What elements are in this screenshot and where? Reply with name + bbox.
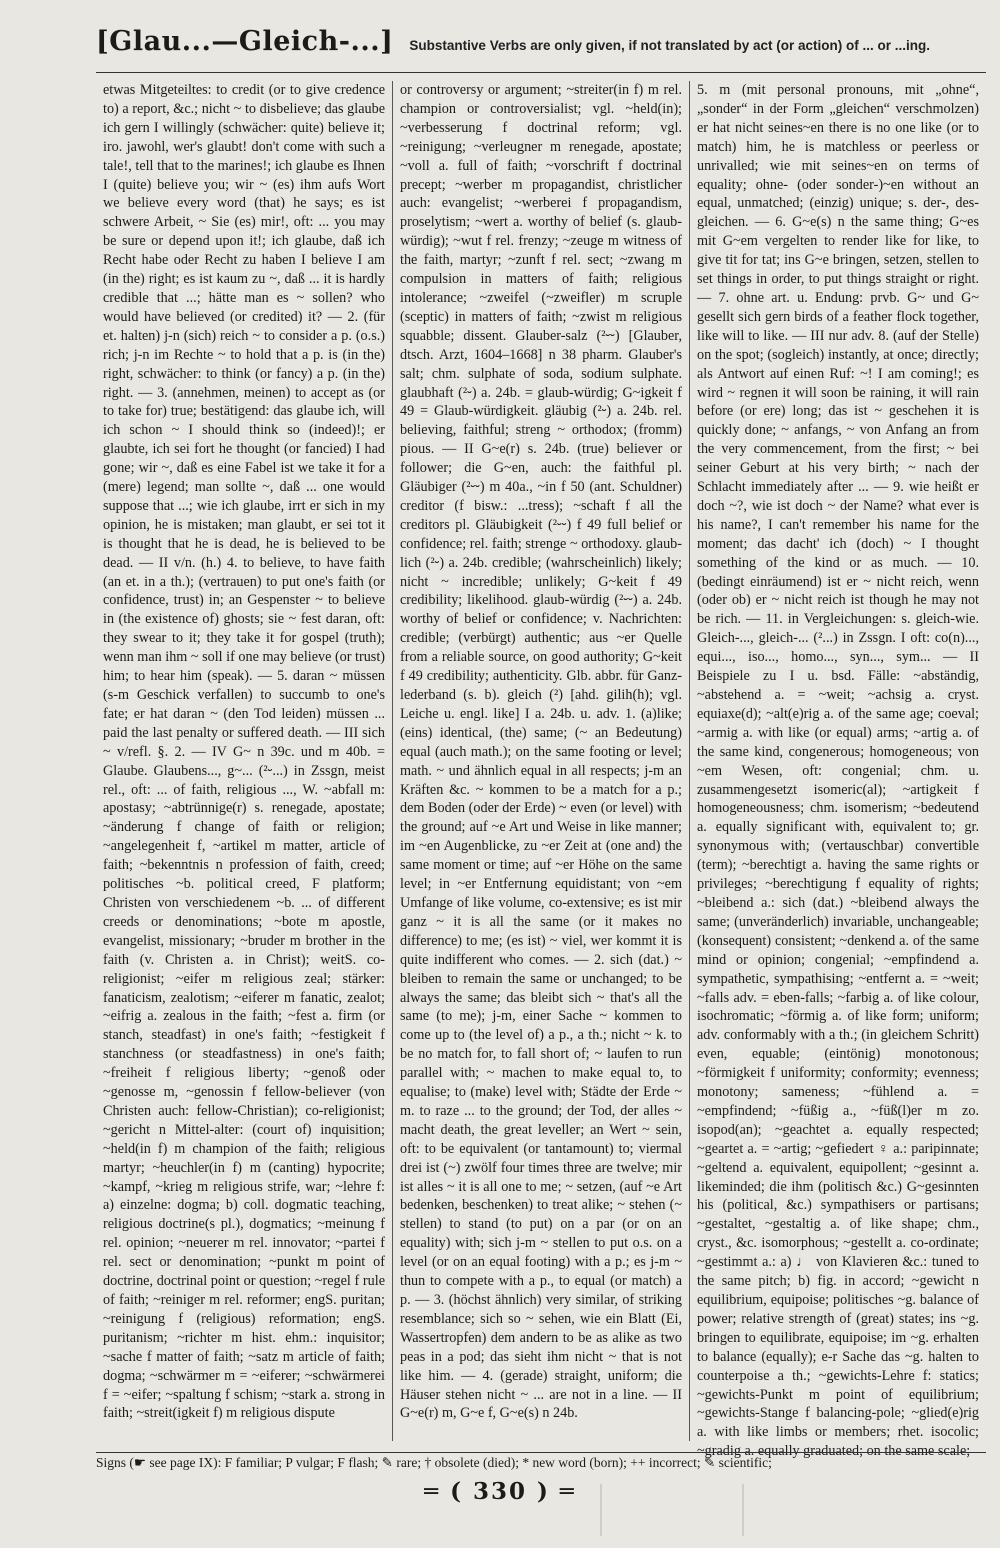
column-left <box>96 81 392 1441</box>
bleed-through-mark <box>600 1484 744 1536</box>
column-right <box>689 81 986 1460</box>
column-text: etwas Mitgeteiltes: to credit (or to give credence to) a report, &c.; nicht ~ to disbelieve; das glaube ich gern I willingly (schwächer: quite) believe it; iro. jawohl, wer's glaubt! don't come with such a tale!, tell that to the marines!; ich glaube es Ihnen I (quite) believe you; wir ~ (es) ihm aufs Wort we believe every word (that) he says; es ist schwere Arbeit, ~ Sie (es) mir!, oft: ... you may be sure or depend upon it!; ich glaube, daß ich Recht habe oder Recht zu haben I believe I am (in the) right; es ist kaum zu ~, daß ... it is hardly credible that ...; hätte man es ~ sollen? who would have believed (or credited) it? — 2. (für et. halten) j-n (sich) reich ~ to consider a p. (o.s.) rich; j-n im Rechte ~ to hold that a p. is (in the) right, schwächer: to think (or fancy) a p. (in the) right. — 3. (annehmen, meinen) to accept as (or to take for) true; bestätigend: das glaube ich, will ich schon ~ I should think so (indeed)!; er glaubte, ich sei fort he thought (or fancied) I had gone; wir ~, daß es eine Fabel ist we take it for a (mere) legend; man sollte ~, daß ... one would suppose that ...; wie ich glaube, irrt er sich in my opinion, he is mistaken; man glaubt, er sei tot it is thought that he is dead, he is believed to be dead. — II v/n. (h.) 4. to believe, to have faith (an et. in a th.); (vertrauen) to put one's faith (or confidence, trust) in; an Gespenster ~ to believe in (the existence of) ghosts; sie ~ fest daran, oft: they swear to it; they take it for gospel (truth); wenn man ihm ~ soll if one may believe (or trust) him; to hear him (speak). — 5. daran ~ müssen (s-m Geschick verfallen) to succumb to one's fate; er hat daran ~ (den Tod leiden) müssen ... paid the last penalty or suffered death. — III sich ~ v/refl. §. 2. — IV G~ n 39c. und m 40b. = Glaube. Glaubens..., g~... (²⏑...) in Zssgn, meist rel., oft: ... of faith, religious ..., W. ~abfall m: apostasy; ~abtrünnige(r) s. renegade, apostate; ~änderung f change of faith or religion; ~angelegenheit f, ~artikel m matter, article of faith; ~bekenntnis n profession of faith, creed; politisches ~b. political creed, F platform; Christen von verschiedenem ~b. ... of different creeds or denominations; ~bote m apostle, evangelist, missionary; ~bruder m brother in the faith (v. Christen a. in Christ); weitS. co-religionist; ~eifer m religious zeal; stärker: fanaticism, zealotism; ~eiferer m fanatic, zealot; ~eifrig a. zealous in the faith; ~fest a. firm (or stanch, steadfast) in one's faith; ~festigkeit f stanchness (or steadfastness) in one's faith; ~freiheit f religious liberty; ~genoß oder ~genosse m, ~genossin f fellow-believer (von Christen auch: fellow-Christian); co-religionist; ~gericht n Mittel-alter: (court of) inquisition; ~held(in f) m champion of the faith; religious martyr; ~heuchler(in f) m (canting) hypocrite; ~kampf, ~krieg m religious strife, war; ~lehre f: a) einzelne: dogma; b) coll. dogmatic teaching, religious doctrine(s pl.), dogmatics; ~meinung f rel. opinion; ~neuerer m rel. innovator; ~partei f rel. sect or denomination; ~punkt m point of doctrine, doctrinal point or question; ~regel f rule of faith; ~reiniger m rel. reformer; engS. puritan; ~reinigung f (religious) reformation; engS. puritanism; ~richter m hist. ehm.: inquisitor; ~sache f matter of faith; ~satz m article of faith; dogma; ~schwärmer m = ~eiferer; ~schwärmerei f = ~eifer; ~spaltung f schism; ~stark a. strong in faith; ~streit(igkeit f) m religious dispute <box>103 82 385 1422</box>
running-head-note: Substantive Verbs are only given, if not translated by act (or action) of ... or ...ing. <box>409 38 931 53</box>
signs-legend: Signs (☛ see page IX): F familiar; P vulgar; F flash; ✎ rare; † obsolete (died); * new word (born); ++ incorrect; ✎ scientific; <box>96 1452 986 1471</box>
column-text: or controversy or argument; ~streiter(in f) m rel. champion or controversialist; vgl. ~held(in); ~verbesserung f doctrinal reform; vgl. ~reinigung; ~verleugner m renegade, apostate; ~voll a. full of faith; ~vorschrift f doctrinal precept; ~werber m propagandist, christlicher auch: evangelist; ~werberei f propagandism, proselytism; ~wert a. worthy of belief (s. glaub-würdig); ~wut f rel. frenzy; ~zeuge m witness of the faith, martyr; ~zunft f rel. sect; ~zwang m compulsion in matters of faith; religious intolerance; ~zweifel (~zweifler) m scruple (sceptic) in matters of faith; ~zwist m religious squabble; dissent. Glauber-salz (²⏑⏑) [Glauber, dtsch. Arzt, 1604–1668] n 38 pharm. Glauber's salt; chm. sulphate of soda, sodium sulphate. glaubhaft (²⏑) a. 24b. = glaub-würdig; G~igkeit f 49 = Glaub-würdigkeit. gläubig (²⏑) a. 24b. rel. believing, faithful; streng ~ orthodox; (fromm) pious. — II G~e(r) s. 24b. (true) believer or follower; die G~en, auch: the faithful pl. Gläubiger (²⏑⏑) m 40a., ~in f 50 (ant. Schuldner) creditor (f bisw.: ...tress); ~schaft f all the creditors pl. Gläubigkeit (²⏑⏑) f 49 full belief or confidence; rel. faith; strenge ~ orthodoxy. glaub-lich (²⏑) a. 24b. credible; (wahrscheinlich) likely; nicht ~ incredible; unlikely; G~keit f 49 credibility; likelihood. glaub-würdig (²⏑⏑) a. 24b. worthy of belief or confidence; v. Nachrichten: credible; (verbürgt) authentic; aus ~er Quelle from a reliable source, on good authority; G~keit f 49 credibility; authenticity. Glb. abbr. für Ganz-lederband (s. b). gleich (²) [ahd. gilih(h); vgl. Leiche u. engl. like] I a. 24b. u. adv. 1. (a)like; (eins) identical, (the) same; (~ an Bedeutung) equal (auch math.); on the same footing or level; math. ~ und ähnlich equal in all respects; j-m an Kräften &c. ~ kommen to be a match for a p.; dem Boden (oder der Erde) ~ even (or level) with the ground; auf ~e Art und Weise in like manner; im ~en Augenblicke, zu ~er Zeit at (one and) the same moment or time; auf ~er Höhe on the same level; in ~er Entfernung equidistant; von ~em Umfange of like volume, co-extensive; es ist mir ganz ~ it is all the same (or it makes no difference) to me; (es ist) ~ viel, wer kommt it is quite indifferent who comes. — 2. sich (dat.) ~ bleiben to remain the same or unchanged; to be always the same; das bleibt sich ~ that's all the same (to me); j-m, einer Sache ~ kommen to come up to (the level of) a p., a th.; nicht ~ k. to be no match for, to fall short of; ~ laufen to run parallel with; ~ machen to make equal to, to equalise; to (make) level with; Städte der Erde ~ m. to raze ... to the ground; der Tod, der alles ~ macht death, the great leveller; an Wert ~ sein, oft: to be equivalent (or tantamount) to; viermal drei ist (~) zwölf four times three are twelve; mir ist alles ~ it is all one to me; ~ setzen, (auf ~e Art bedenken, beschenken) to treat alike; ~ stehen (~ stellen) to stand (to put) on a par (or on an equality) with; sich j-m ~ stellen to put o.s. on a level (or on an equal footing) with a p.; es j-m ~ thun to compete with a p., to equal (or match) a p. — 3. (höchst ähnlich) very similar, of striking resemblance; sich so ~ sehen, wie ein Blatt (Ei, Wassertropfen) dem andern to be as alike as two peas in a pod; das sieht ihm nicht ~ that is not like him. — 4. (gerade) straight, uniform; die Häuser stehen nicht ~ ... are not in a line. — II G~e(r) m, G~e f, G~e(s) n 24b. <box>400 82 682 1422</box>
column-middle <box>392 81 689 1441</box>
column-text: 5. m (mit personal pronouns, mit „ohne“, „sonder“ in der Form „gleichen“ verschmolzen) er hat nicht seines~en there is no one like (or to match) him, he is matchless or peerless or unrivalled; wie mit seines~en on terms of equality; ohne- (oder sonder-)~en without an equal, unmatched; (einzig) unique; s. der-, des-gleichen. — 6. G~e(s) n the same thing; G~es mit G~em vergelten to render like for like, to give tit for tat; ins G~e bringen, setzen, stellen to set things in order, to put things straight or right. — 7. ohne art. u. Endung: prvb. G~ und G~ gesellt sich gern birds of a feather flock together, like will to like. — III nur adv. 8. (auf der Stelle) on the spot; (sogleich) instantly, at once; directly; als Antwort auf einen Ruf: ~! I am coming!; es wird ~ regnen it will soon be raining, it will rain before (or ere) long; das ist ~ geschehen it is quickly done; ~ anfangs, ~ von Anfang an from the very commencement, from the first; ~ bei seiner Geburt at his very birth; ~ nach der Schlacht immediately after ... — 9. wie heißt er doch ~?, wie ist doch ~ der Name? what ever is his name?, I can't remember his name for the moment; das dacht' ich (doch) ~ I thought something of the kind or as much. — 10. (bedingt einräumend) ist er ~ nicht reich, wenn (oder ob) er ~ nicht reich ist though he may not be rich. — 11. in Vergleichungen: s. gleich-wie. Gleich-..., gleich-... (²...) in Zssgn. I oft: co(n)..., equi..., iso..., homo..., syn..., sym... — II Beispiele zu I u. bsd. Fälle: ~abständig, ~abstehend a. = ~weit; ~achsig a. cryst. equiaxe(d); ~alt(e)rig a. of the same age; coeval; ~armig a. with like (or equal) arms; ~artig a. of the same kind, congenerous; homogeneous; von ~em Wesen, oft: congenial; chm. u. zusammengesetzt isomeric(al); ~artigkeit f homogeneousness; chm. isomerism; ~bedeutend a. equally significant with, equivalent to; gr. synonymous with; (vertauschbar) convertible (term); ~berechtigt a. having the same rights or privileges; ~berechtigung f equality of rights; ~bleibend a.: sich (dat.) ~bleibend always the same; (unveränderlich) invariable, unchangeable; (konsequent) consistent; ~denkend a. of the same mind or opinion; congenial; ~empfindend a. sympathetic, sympathising; ~entfernt a. = ~weit; ~falls adv. = eben-falls; ~farbig a. of like colour, isochromatic; ~förmig a. of like form; uniform; adv. conformably with a th.; (in gleichem Schritt) even, equable; (eintönig) monotonous; ~förmigkeit f uniformity; conformity; evenness; monotony; sameness; ~fühlend a. = ~empfindend; ~füßig a., ~füß(l)er m zo. isopod(an); ~geachtet a. equally respected; ~geartet a. = ~artig; ~gefiedert ♀ a.: paripinnate; ~geltend a. equivalent, equipollent; ~gesinnt a. likeminded; die ihm (politisch &c.) G~gesinnten his (political, &c.) sympathisers or partisans; ~gestaltet, ~gestaltig a. of like shape; chm., cryst., &c. isomorphous; ~gestellt a. co-ordinate; ~gestimmt a.: a) ♩ von Klavieren &c.: tuned to the same pitch; b) fig. in accord; ~gewicht n equilibrium, equipoise; politisches ~g. balance of power; relative strength of (great) states; ins ~g. bringen to equilibrate, equipoise; im ~g. erhalten to balance (equally); e-r Sache das ~g. halten to counterpoise a th.; ~gewichts-Lehre f: statics; ~gewichts-Punkt m point of equilibrium; ~gewichts-Stange f balancing-pole; ~glied(e)rig a. with like limbs or members; rhet. isocolic; ~gradig a. equally graduated; on the same scale; <box>697 82 979 1460</box>
running-head-title: [Glau...—Gleich-...] <box>96 26 394 57</box>
entry-columns <box>96 81 986 1460</box>
page-header <box>96 26 986 73</box>
page-number: ═ ( 330 ) ═ <box>424 1478 576 1505</box>
